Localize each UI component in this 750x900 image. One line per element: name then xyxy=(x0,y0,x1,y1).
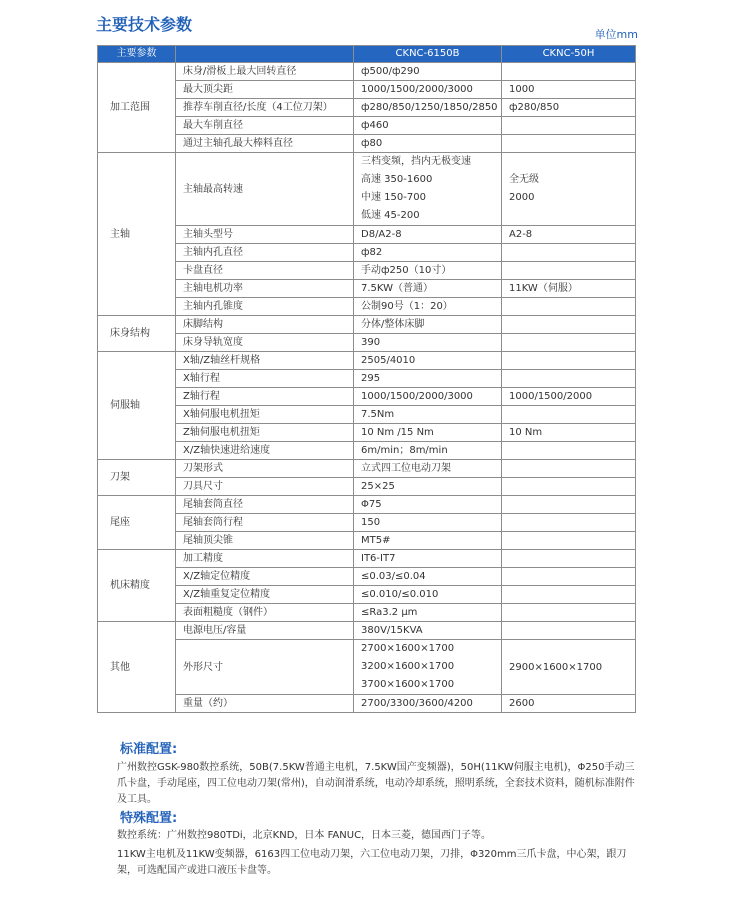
value-50h: 2600 xyxy=(502,695,636,713)
value-6150b xyxy=(354,640,502,695)
table-row xyxy=(98,262,636,280)
table-row xyxy=(98,550,636,568)
param-name: 尾轴套筒直径 xyxy=(176,496,354,514)
param-name: 重量（约） xyxy=(176,695,354,713)
param-name: 主轴内孔直径 xyxy=(176,244,354,262)
table-row xyxy=(98,316,636,334)
value-50h xyxy=(502,135,636,153)
table-row xyxy=(98,514,636,532)
group-label: 机床精度 xyxy=(98,550,176,622)
param-name: Z轴伺服电机扭矩 xyxy=(176,424,354,442)
value-50h xyxy=(502,478,636,496)
standard-config-text: 广州数控GSK-980数控系统，50B(7.5KW普通主电机，7.5KW国产变频器)，50H(11KW伺服主电机)，Φ250手动三爪卡盘，手动尾座，四工位电动刀架(常州)，自动润滑系统，电动冷却系统，照明系统，全套技术资料，随机标准附件及工具。 xyxy=(117,762,635,805)
header-model-6150b: CKNC-6150B xyxy=(354,46,502,63)
value-line: 高速 350-1600 xyxy=(361,174,433,185)
param-name: 推荐车削直径/长度（4工位刀架） xyxy=(176,99,354,117)
value-6150b: 1000/1500/2000/3000 xyxy=(354,388,502,406)
value-6150b: ≤Ra3.2 μm xyxy=(354,604,502,622)
value-50h xyxy=(502,442,636,460)
group-label: 其他 xyxy=(98,622,176,713)
table-row xyxy=(98,280,636,298)
value-6150b: 6m/min；8m/min xyxy=(354,442,502,460)
special-config-line2: 11KW主电机及11KW变频器，6163四工位电动刀架，六工位电动刀架，刀排，Φ320mm三爪卡盘，中心架，跟刀架，可选配国产或进口液压卡盘等。 xyxy=(117,849,627,876)
param-name: 最大车削直径 xyxy=(176,117,354,135)
param-name: X/Z轴定位精度 xyxy=(176,568,354,586)
table-row xyxy=(98,153,636,226)
value-line: 2700×1600×1700 xyxy=(361,643,455,654)
param-name: 电源电压/容量 xyxy=(176,622,354,640)
table-row xyxy=(98,117,636,135)
page-title: 主要技术参数 xyxy=(96,15,193,34)
value-50h xyxy=(502,153,636,226)
param-name: Z轴行程 xyxy=(176,388,354,406)
value-50h xyxy=(502,604,636,622)
value-6150b: IT6-IT7 xyxy=(354,550,502,568)
value-50h xyxy=(502,496,636,514)
param-name: X轴行程 xyxy=(176,370,354,388)
param-name: 主轴电机功率 xyxy=(176,280,354,298)
table-row xyxy=(98,532,636,550)
param-name: X轴伺服电机扭矩 xyxy=(176,406,354,424)
value-50h xyxy=(502,514,636,532)
header-main-params: 主要参数 xyxy=(98,46,176,63)
value-50h: 11KW（伺服） xyxy=(502,280,636,298)
value-50h xyxy=(502,352,636,370)
value-6150b: ф460 xyxy=(354,117,502,135)
value-50h xyxy=(502,117,636,135)
value-50h xyxy=(502,316,636,334)
value-6150b: 2505/4010 xyxy=(354,352,502,370)
param-name: 卡盘直径 xyxy=(176,262,354,280)
value-line: 低速 45-200 xyxy=(361,210,420,221)
value-50h xyxy=(502,262,636,280)
param-name: 床身导轨宽度 xyxy=(176,334,354,352)
value-50h xyxy=(502,370,636,388)
table-row xyxy=(98,568,636,586)
value-6150b: 7.5Nm xyxy=(354,406,502,424)
table-row xyxy=(98,334,636,352)
value-50h: 1000/1500/2000 xyxy=(502,388,636,406)
param-name: X轴/Z轴丝杆规格 xyxy=(176,352,354,370)
table-row xyxy=(98,424,636,442)
param-name: 主轴最高转速 xyxy=(176,153,354,226)
table-row xyxy=(98,695,636,713)
param-name: X/Z轴快速进给速度 xyxy=(176,442,354,460)
table-row xyxy=(98,226,636,244)
value-50h xyxy=(502,568,636,586)
value-50h xyxy=(502,622,636,640)
table-row xyxy=(98,640,636,695)
value-6150b: ф500/ф290 xyxy=(354,63,502,81)
param-name: 最大顶尖距 xyxy=(176,81,354,99)
param-name: 表面粗糙度（钢件） xyxy=(176,604,354,622)
value-50h: 10 Nm xyxy=(502,424,636,442)
table-row xyxy=(98,586,636,604)
value-6150b: ф82 xyxy=(354,244,502,262)
value-6150b: 7.5KW（普通） xyxy=(354,280,502,298)
header-blank xyxy=(176,46,354,63)
param-name: X/Z轴重复定位精度 xyxy=(176,586,354,604)
value-6150b: 380V/15KVA xyxy=(354,622,502,640)
param-name: 刀具尺寸 xyxy=(176,478,354,496)
value-50h xyxy=(502,586,636,604)
value-50h xyxy=(502,244,636,262)
value-line: 3700×1600×1700 xyxy=(361,679,455,690)
param-name: 刀架形式 xyxy=(176,460,354,478)
value-50h: ф280/850 xyxy=(502,99,636,117)
group-label: 刀架 xyxy=(98,460,176,496)
group-label: 主轴 xyxy=(98,153,176,316)
table-row xyxy=(98,604,636,622)
value-line: 三档变频，挡内无极变速 xyxy=(361,156,471,167)
value-50h xyxy=(502,460,636,478)
value-50h: 2900×1600×1700 xyxy=(502,640,636,695)
value-6150b xyxy=(354,153,502,226)
value-6150b: MT5# xyxy=(354,532,502,550)
value-6150b: ≤0.010/≤0.010 xyxy=(354,586,502,604)
value-6150b: 10 Nm /15 Nm xyxy=(354,424,502,442)
value-6150b: 390 xyxy=(354,334,502,352)
table-row xyxy=(98,81,636,99)
table-row xyxy=(98,388,636,406)
value-6150b: ф80 xyxy=(354,135,502,153)
value-50h xyxy=(502,334,636,352)
value-50h xyxy=(502,298,636,316)
spec-table xyxy=(97,45,636,713)
value-50h: A2-8 xyxy=(502,226,636,244)
value-6150b: ≤0.03/≤0.04 xyxy=(354,568,502,586)
value-line: 全无级 xyxy=(509,174,539,185)
param-name: 通过主轴孔最大棒料直径 xyxy=(176,135,354,153)
table-row xyxy=(98,406,636,424)
value-line: 2000 xyxy=(509,192,535,203)
table-row xyxy=(98,99,636,117)
table-row xyxy=(98,496,636,514)
standard-config-heading: 标准配置: xyxy=(120,742,178,757)
param-name: 主轴头型号 xyxy=(176,226,354,244)
value-50h xyxy=(502,550,636,568)
table-row xyxy=(98,352,636,370)
param-name: 外形尺寸 xyxy=(176,640,354,695)
value-6150b: 分体/整体床脚 xyxy=(354,316,502,334)
table-row xyxy=(98,370,636,388)
param-name: 床脚结构 xyxy=(176,316,354,334)
value-50h xyxy=(502,63,636,81)
value-line: 中速 150-700 xyxy=(361,192,426,203)
value-line: 3200×1600×1700 xyxy=(361,661,455,672)
param-name: 尾轴套筒行程 xyxy=(176,514,354,532)
table-row xyxy=(98,298,636,316)
table-row xyxy=(98,442,636,460)
value-6150b: 公制90号（1：20） xyxy=(354,298,502,316)
group-label: 加工范围 xyxy=(98,63,176,153)
value-50h xyxy=(502,406,636,424)
value-6150b: Φ75 xyxy=(354,496,502,514)
value-6150b: 295 xyxy=(354,370,502,388)
table-row xyxy=(98,244,636,262)
table-row xyxy=(98,63,636,81)
group-label: 伺服轴 xyxy=(98,352,176,460)
value-50h: 1000 xyxy=(502,81,636,99)
param-name: 主轴内孔锥度 xyxy=(176,298,354,316)
value-50h xyxy=(502,532,636,550)
param-name: 加工精度 xyxy=(176,550,354,568)
param-name: 尾轴顶尖锥 xyxy=(176,532,354,550)
param-name: 床身/滑板上最大回转直径 xyxy=(176,63,354,81)
unit-label: 单位mm xyxy=(594,28,638,41)
special-config-heading: 特殊配置: xyxy=(120,811,178,826)
value-6150b: ф280/850/1250/1850/2850 xyxy=(354,99,502,117)
header-model-50h: CKNC-50H xyxy=(502,46,636,63)
group-label: 尾座 xyxy=(98,496,176,550)
table-row xyxy=(98,478,636,496)
special-config-line1: 数控系统：广州数控980TDi，北京KND，日本 FANUC，日本三菱，德国西门子等。 xyxy=(117,830,492,841)
value-6150b: 立式四工位电动刀架 xyxy=(354,460,502,478)
value-6150b: 手动ф250（10寸） xyxy=(354,262,502,280)
table-row xyxy=(98,622,636,640)
value-6150b: D8/A2-8 xyxy=(354,226,502,244)
table-row xyxy=(98,460,636,478)
value-6150b: 2700/3300/3600/4200 xyxy=(354,695,502,713)
group-label: 床身结构 xyxy=(98,316,176,352)
table-row xyxy=(98,135,636,153)
table-header-row xyxy=(98,46,636,63)
value-6150b: 25×25 xyxy=(354,478,502,496)
value-6150b: 150 xyxy=(354,514,502,532)
value-6150b: 1000/1500/2000/3000 xyxy=(354,81,502,99)
